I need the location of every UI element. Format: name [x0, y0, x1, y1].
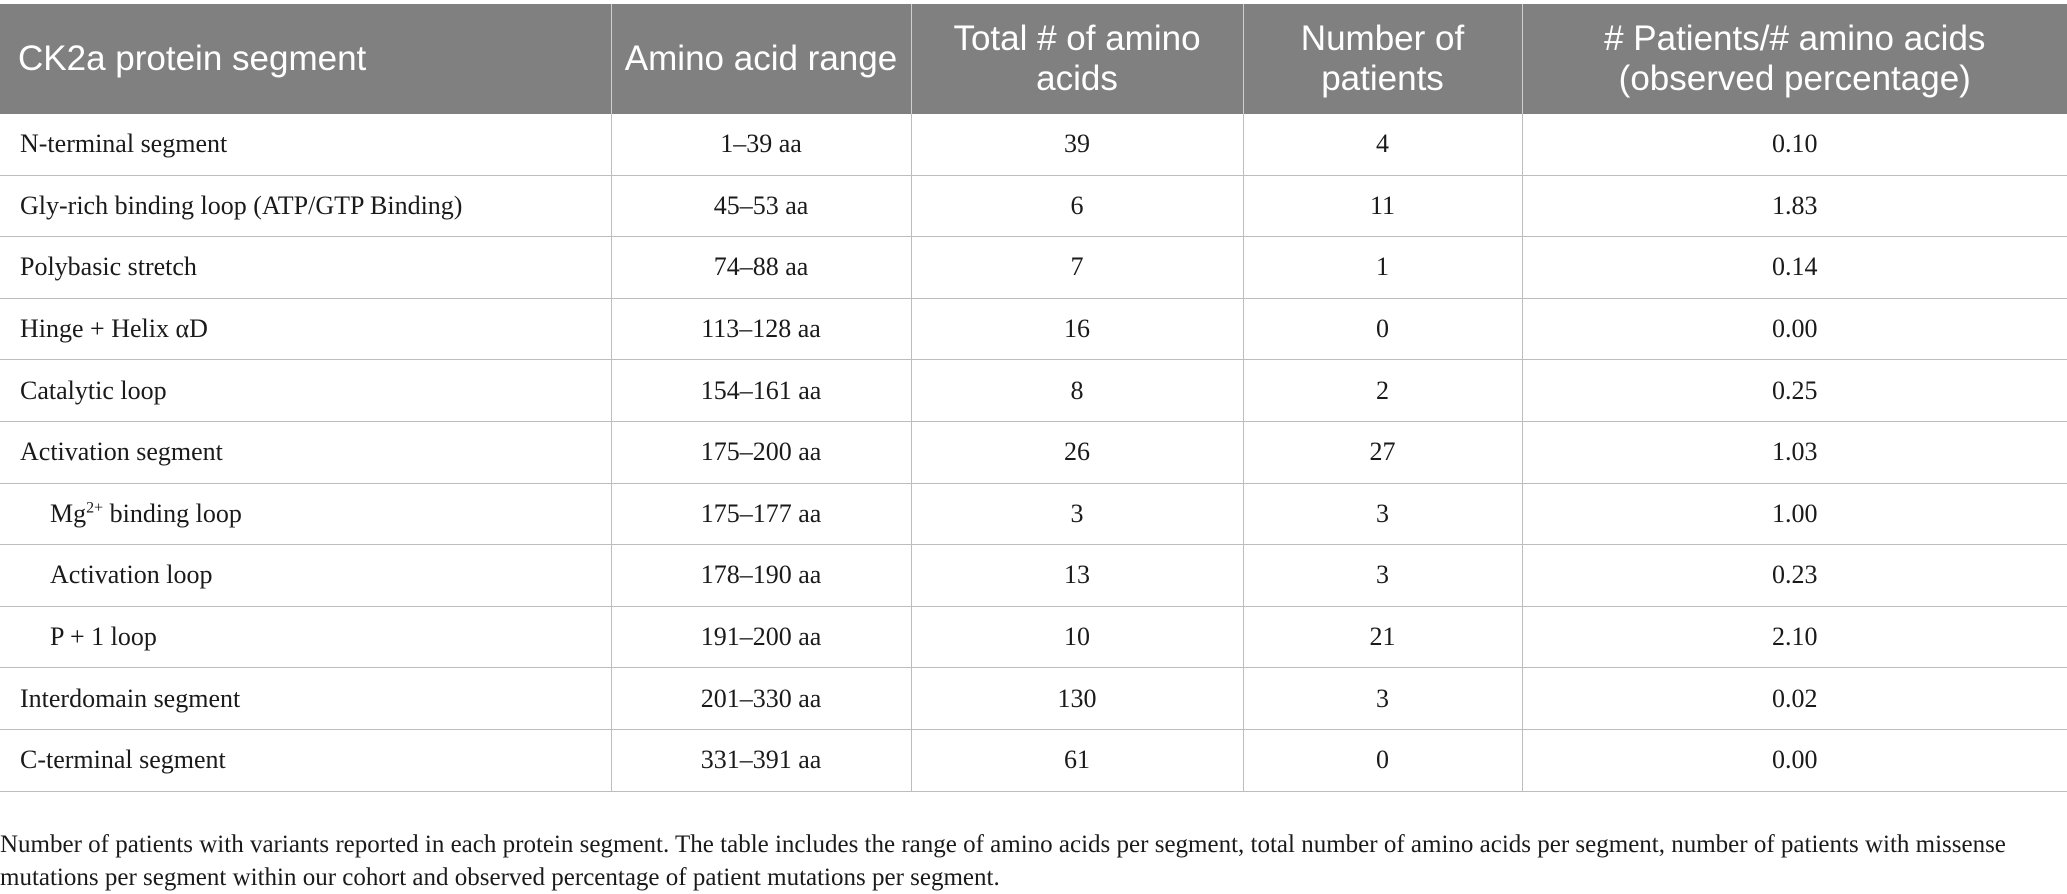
table-row	[0, 606, 2067, 668]
table-row	[0, 175, 2067, 237]
cell-range: 154–161 aa	[611, 360, 911, 422]
cell-range: 191–200 aa	[611, 606, 911, 668]
cell-percentage: 0.00	[1522, 298, 2067, 360]
table-row	[0, 360, 2067, 422]
cell-total: 61	[911, 729, 1243, 791]
cell-percentage: 0.23	[1522, 545, 2067, 607]
segment-rest-text: binding loop	[103, 498, 242, 528]
cell-total: 130	[911, 668, 1243, 730]
cell-total: 16	[911, 298, 1243, 360]
cell-segment: P + 1 loop	[0, 606, 611, 668]
cell-percentage: 2.10	[1522, 606, 2067, 668]
cell-patients: 3	[1243, 668, 1522, 730]
cell-total: 8	[911, 360, 1243, 422]
cell-range: 178–190 aa	[611, 545, 911, 607]
cell-patients: 3	[1243, 545, 1522, 607]
cell-patients: 27	[1243, 421, 1522, 483]
cell-total: 7	[911, 237, 1243, 299]
table-caption: Number of patients with variants reported in each protein segment. The table includes the range of amino acids per segment, total number of amino acids per segment, number of patients with missense mutations per segment within our cohort and observed percentage of patient mutations per segment.	[0, 831, 2006, 891]
cell-total: 13	[911, 545, 1243, 607]
table-row	[0, 298, 2067, 360]
table-row	[0, 483, 2067, 545]
header-segment: CK2a protein segment	[0, 4, 611, 114]
cell-percentage: 0.02	[1522, 668, 2067, 730]
data-table-container	[0, 4, 2067, 792]
cell-percentage: 0.00	[1522, 729, 2067, 791]
cell-patients: 0	[1243, 298, 1522, 360]
cell-percentage: 1.83	[1522, 175, 2067, 237]
cell-segment: Activation segment	[0, 421, 611, 483]
cell-percentage: 0.14	[1522, 237, 2067, 299]
cell-range: 175–200 aa	[611, 421, 911, 483]
cell-patients: 4	[1243, 114, 1522, 175]
cell-percentage: 1.00	[1522, 483, 2067, 545]
cell-percentage: 0.10	[1522, 114, 2067, 175]
cell-range: 331–391 aa	[611, 729, 911, 791]
cell-patients: 0	[1243, 729, 1522, 791]
cell-segment: Activation loop	[0, 545, 611, 607]
cell-segment: C-terminal segment	[0, 729, 611, 791]
table-row	[0, 545, 2067, 607]
table-row	[0, 421, 2067, 483]
cell-segment: Catalytic loop	[0, 360, 611, 422]
cell-patients: 21	[1243, 606, 1522, 668]
cell-patients: 2	[1243, 360, 1522, 422]
cell-segment: Gly-rich binding loop (ATP/GTP Binding)	[0, 175, 611, 237]
cell-total: 10	[911, 606, 1243, 668]
table-row	[0, 668, 2067, 730]
cell-range: 201–330 aa	[611, 668, 911, 730]
cell-range: 1–39 aa	[611, 114, 911, 175]
cell-segment: Polybasic stretch	[0, 237, 611, 299]
header-patients: Number of patients	[1243, 4, 1522, 114]
segment-base-text: Mg	[50, 498, 87, 528]
cell-range: 175–177 aa	[611, 483, 911, 545]
cell-patients: 3	[1243, 483, 1522, 545]
cell-total: 26	[911, 421, 1243, 483]
cell-patients: 1	[1243, 237, 1522, 299]
segment-superscript: 2+	[86, 499, 104, 517]
table-row	[0, 114, 2067, 175]
cell-range: 74–88 aa	[611, 237, 911, 299]
protein-segment-table	[0, 4, 2067, 792]
cell-total: 39	[911, 114, 1243, 175]
cell-range: 113–128 aa	[611, 298, 911, 360]
cell-percentage: 1.03	[1522, 421, 2067, 483]
header-percentage: # Patients/# amino acids (observed percentage)	[1522, 4, 2067, 114]
header-range: Amino acid range	[611, 4, 911, 114]
cell-total: 6	[911, 175, 1243, 237]
cell-total: 3	[911, 483, 1243, 545]
cell-segment: Interdomain segment	[0, 668, 611, 730]
table-header-row	[0, 4, 2067, 114]
cell-percentage: 0.25	[1522, 360, 2067, 422]
cell-range: 45–53 aa	[611, 175, 911, 237]
header-total: Total # of amino acids	[911, 4, 1243, 114]
table-row	[0, 237, 2067, 299]
cell-segment: Hinge + Helix αD	[0, 298, 611, 360]
cell-patients: 11	[1243, 175, 1522, 237]
cell-segment	[0, 483, 611, 545]
cell-segment: N-terminal segment	[0, 114, 611, 175]
table-row	[0, 729, 2067, 791]
